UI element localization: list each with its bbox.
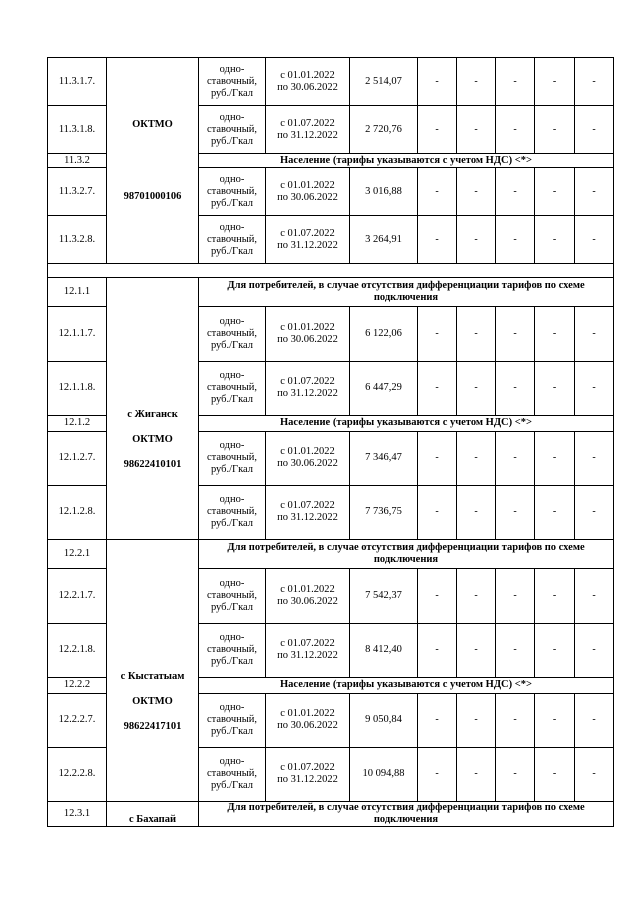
table-row	[48, 540, 614, 569]
dash-cell: -	[418, 693, 457, 747]
dash-cell: -	[575, 168, 614, 216]
oktmo-code: 98701000106	[123, 190, 182, 202]
locality-name: с Бахапай	[128, 814, 177, 825]
row-number: 12.1.1	[48, 278, 107, 307]
row-number: 11.3.2	[48, 154, 107, 168]
dash-cell: -	[418, 361, 457, 415]
dash-cell: -	[418, 569, 457, 623]
oktmo-label: ОКТМО	[132, 434, 173, 445]
locality-cell-3	[107, 540, 199, 802]
tariff-kind: одно- ставочный, руб./Гкал	[199, 168, 266, 216]
dash-cell: -	[418, 106, 457, 154]
locality-cell-1	[107, 58, 199, 264]
oktmo-code: 98622417101	[123, 721, 182, 732]
dash-cell: -	[535, 623, 575, 677]
tariff-value: 2 514,07	[350, 58, 418, 106]
group-heading: Население (тарифы указываются с учетом НДС) <*>	[199, 415, 614, 431]
dash-cell: -	[535, 58, 575, 106]
period: с 01.07.2022 по 31.12.2022	[266, 361, 350, 415]
dash-cell: -	[575, 485, 614, 539]
dash-cell: -	[535, 693, 575, 747]
dash-cell: -	[496, 485, 535, 539]
group-heading: Для потребителей, в случае отсутствия дифференциации тарифов по схеме подключения	[199, 802, 614, 827]
tariff-value: 6 447,29	[350, 361, 418, 415]
dash-cell: -	[535, 431, 575, 485]
tariff-value: 3 016,88	[350, 168, 418, 216]
dash-cell: -	[535, 106, 575, 154]
dash-cell: -	[418, 431, 457, 485]
tariff-value: 9 050,84	[350, 693, 418, 747]
dash-cell: -	[457, 106, 496, 154]
dash-cell: -	[418, 623, 457, 677]
dash-cell: -	[457, 58, 496, 106]
dash-cell: -	[535, 216, 575, 264]
row-number: 12.2.2.7.	[48, 693, 107, 747]
dash-cell: -	[457, 307, 496, 361]
dash-cell: -	[457, 569, 496, 623]
municipality-heading	[48, 264, 614, 278]
oktmo-label: ОКТМО	[132, 118, 173, 130]
locality-name: с Жиганск	[127, 409, 178, 420]
dash-cell: -	[496, 693, 535, 747]
group-heading: Население (тарифы указываются с учетом НДС) <*>	[199, 677, 614, 693]
tariff-value: 2 720,76	[350, 106, 418, 154]
row-number: 12.1.1.7.	[48, 307, 107, 361]
row-number: 11.3.1.8.	[48, 106, 107, 154]
tariff-kind: одно- ставочный, руб./Гкал	[199, 623, 266, 677]
table-row	[48, 58, 614, 106]
tariff-kind: одно- ставочный, руб./Гкал	[199, 58, 266, 106]
period: с 01.01.2022 по 30.06.2022	[266, 693, 350, 747]
dash-cell: -	[575, 216, 614, 264]
dash-cell: -	[575, 307, 614, 361]
dash-cell: -	[457, 623, 496, 677]
tariff-table	[47, 57, 614, 827]
row-number: 12.2.1.7.	[48, 569, 107, 623]
dash-cell: -	[496, 747, 535, 801]
dash-cell: -	[575, 58, 614, 106]
dash-cell: -	[496, 361, 535, 415]
period: с 01.07.2022 по 31.12.2022	[266, 747, 350, 801]
dash-cell: -	[418, 58, 457, 106]
row-number: 12.1.2.8.	[48, 485, 107, 539]
dash-cell: -	[457, 216, 496, 264]
oktmo-label: ОКТМО	[132, 696, 173, 707]
dash-cell: -	[496, 58, 535, 106]
dash-cell: -	[575, 106, 614, 154]
tariff-value: 7 346,47	[350, 431, 418, 485]
locality-name: с Кыстатыам	[120, 671, 185, 682]
row-number: 12.2.2	[48, 677, 107, 693]
tariff-value: 8 412,40	[350, 623, 418, 677]
dash-cell: -	[535, 361, 575, 415]
period: с 01.07.2022 по 31.12.2022	[266, 216, 350, 264]
dash-cell: -	[496, 569, 535, 623]
dash-cell: -	[535, 168, 575, 216]
tariff-value: 6 122,06	[350, 307, 418, 361]
table-row	[48, 278, 614, 307]
dash-cell: -	[418, 307, 457, 361]
tariff-kind: одно- ставочный, руб./Гкал	[199, 431, 266, 485]
row-number: 12.1.2	[48, 415, 107, 431]
row-number: 11.3.2.8.	[48, 216, 107, 264]
oktmo-code: 98622410101	[123, 459, 182, 470]
dash-cell: -	[457, 431, 496, 485]
dash-cell: -	[575, 361, 614, 415]
period: с 01.01.2022 по 30.06.2022	[266, 168, 350, 216]
dash-cell: -	[457, 747, 496, 801]
dash-cell: -	[457, 168, 496, 216]
tariff-kind: одно- ставочный, руб./Гкал	[199, 216, 266, 264]
tariff-kind: одно- ставочный, руб./Гкал	[199, 485, 266, 539]
dash-cell: -	[418, 168, 457, 216]
group-heading: Население (тарифы указываются с учетом НДС) <*>	[199, 154, 614, 168]
row-number: 12.2.1	[48, 540, 107, 569]
locality-cell-2	[107, 278, 199, 540]
table-row	[48, 264, 614, 278]
row-number: 12.3.1	[48, 802, 107, 827]
tariff-value: 10 094,88	[350, 747, 418, 801]
row-number: 11.3.2.7.	[48, 168, 107, 216]
tariff-kind: одно- ставочный, руб./Гкал	[199, 361, 266, 415]
dash-cell: -	[535, 485, 575, 539]
period: с 01.07.2022 по 31.12.2022	[266, 485, 350, 539]
dash-cell: -	[457, 361, 496, 415]
dash-cell: -	[535, 307, 575, 361]
period: с 01.07.2022 по 31.12.2022	[266, 623, 350, 677]
dash-cell: -	[496, 307, 535, 361]
tariff-value: 7 542,37	[350, 569, 418, 623]
dash-cell: -	[418, 747, 457, 801]
dash-cell: -	[496, 623, 535, 677]
table-row	[48, 802, 614, 827]
row-number: 12.1.2.7.	[48, 431, 107, 485]
dash-cell: -	[575, 623, 614, 677]
row-number: 12.2.1.8.	[48, 623, 107, 677]
tariff-value: 3 264,91	[350, 216, 418, 264]
tariff-kind: одно- ставочный, руб./Гкал	[199, 307, 266, 361]
row-number: 11.3.1.7.	[48, 58, 107, 106]
period: с 01.01.2022 по 30.06.2022	[266, 58, 350, 106]
group-heading: Для потребителей, в случае отсутствия дифференциации тарифов по схеме подключения	[199, 278, 614, 307]
dash-cell: -	[496, 216, 535, 264]
period: с 01.07.2022 по 31.12.2022	[266, 106, 350, 154]
dash-cell: -	[457, 693, 496, 747]
dash-cell: -	[535, 747, 575, 801]
group-heading: Для потребителей, в случае отсутствия дифференциации тарифов по схеме подключения	[199, 540, 614, 569]
tariff-kind: одно- ставочный, руб./Гкал	[199, 693, 266, 747]
dash-cell: -	[457, 485, 496, 539]
row-number: 12.1.1.8.	[48, 361, 107, 415]
dash-cell: -	[418, 485, 457, 539]
dash-cell: -	[496, 431, 535, 485]
tariff-value: 7 736,75	[350, 485, 418, 539]
dash-cell: -	[575, 693, 614, 747]
period: с 01.01.2022 по 30.06.2022	[266, 431, 350, 485]
dash-cell: -	[418, 216, 457, 264]
dash-cell: -	[575, 747, 614, 801]
dash-cell: -	[575, 569, 614, 623]
dash-cell: -	[496, 168, 535, 216]
tariff-kind: одно- ставочный, руб./Гкал	[199, 747, 266, 801]
dash-cell: -	[535, 569, 575, 623]
period: с 01.01.2022 по 30.06.2022	[266, 307, 350, 361]
period: с 01.01.2022 по 30.06.2022	[266, 569, 350, 623]
tariff-kind: одно- ставочный, руб./Гкал	[199, 106, 266, 154]
dash-cell: -	[496, 106, 535, 154]
row-number: 12.2.2.8.	[48, 747, 107, 801]
tariff-kind: одно- ставочный, руб./Гкал	[199, 569, 266, 623]
locality-cell-4	[107, 802, 199, 827]
dash-cell: -	[575, 431, 614, 485]
